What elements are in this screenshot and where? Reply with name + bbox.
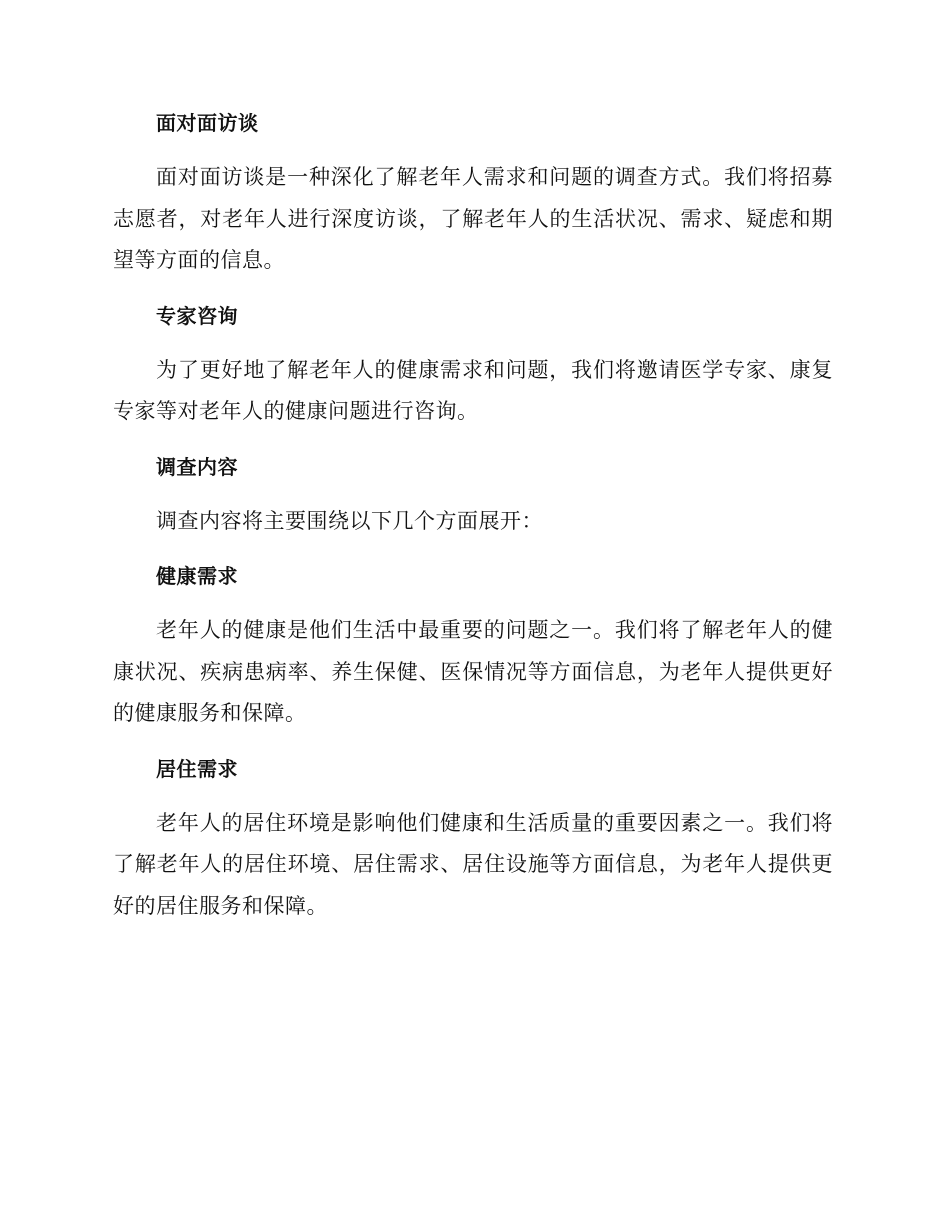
section-paragraph-expert-consultation: 为了更好地了解老年人的健康需求和问题，我们将邀请医学专家、康复专家等对老年人的健康问题进行咨询。 xyxy=(113,357,833,423)
section-heading-housing-needs: 居住需求 xyxy=(156,756,238,781)
section-heading-survey-content: 调查内容 xyxy=(156,454,238,479)
section-paragraph-housing-needs: 老年人的居住环境是影响他们健康和生活质量的重要因素之一。我们将了解老年人的居住环境、居住需求、居住设施等方面信息，为老年人提供更好的居住服务和保障。 xyxy=(113,810,833,918)
section-heading-interview: 面对面访谈 xyxy=(156,111,259,135)
section-paragraph-interview: 面对面访谈是一种深化了解老年人需求和问题的调查方式。我们将招募志愿者，对老年人进行深度访谈，了解老年人的生活状况、需求、疑虑和期望等方面的信息。 xyxy=(113,165,833,272)
document-page xyxy=(113,108,833,927)
section-heading-expert-consultation: 专家咨询 xyxy=(156,303,238,328)
section-paragraph-health-needs: 老年人的健康是他们生活中最重要的问题之一。我们将了解老年人的健康状况、疾病患病率、养生保健、医保情况等方面信息，为老年人提供更好的健康服务和保障。 xyxy=(113,618,833,725)
section-heading-health-needs: 健康需求 xyxy=(156,564,238,588)
section-paragraph-survey-content: 调查内容将主要围绕以下几个方面展开： xyxy=(156,508,543,533)
